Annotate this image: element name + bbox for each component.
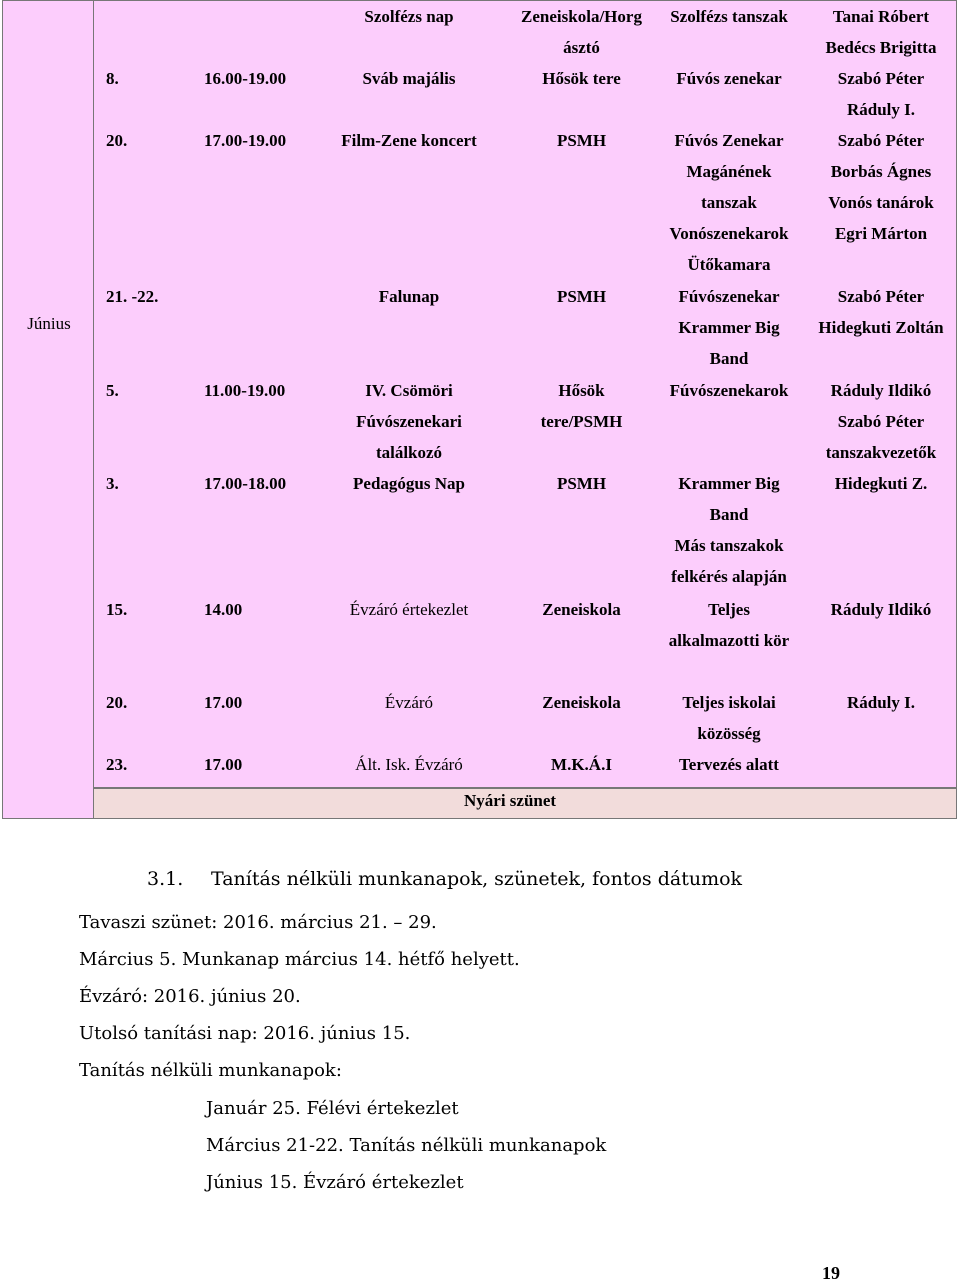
cell-text: Szolfézs tanszak [670, 7, 788, 26]
date-line: Tavaszi szünet: 2016. március 21. – 29. [79, 912, 437, 933]
cell-time [204, 63, 314, 94]
cell-performers [654, 63, 804, 94]
cell-time [204, 749, 314, 780]
cell-text: Évzáró értekezlet [349, 600, 469, 619]
cell-text: PSMH [556, 474, 607, 493]
cell-responsible [806, 687, 956, 718]
cell-text: Falunap [378, 287, 440, 306]
cell-text: M.K.Á.I [551, 755, 612, 774]
cell-text: Fúvószenekarok [669, 381, 789, 400]
cell-responsible [806, 1, 956, 63]
cell-text: Bedécs Brigitta [825, 38, 937, 57]
cell-place [514, 375, 649, 437]
cell-event [314, 1, 504, 32]
cell-text: Band [709, 505, 749, 524]
cell-event [314, 749, 504, 780]
cell-time [204, 125, 314, 156]
section-title: Tanítás nélküli munkanapok, szünetek, fontos dátumok [211, 868, 743, 890]
cell-event [314, 281, 504, 312]
cell-text: Fúvós zenekar [676, 69, 782, 88]
cell-text: alkalmazotti kör [668, 631, 790, 650]
cell-day [106, 125, 186, 156]
cell-text: ásztó [563, 38, 600, 57]
cell-text: Zeneiskola [542, 693, 621, 712]
cell-text: Teljes [708, 600, 750, 619]
cell-text: 14.00 [204, 600, 243, 619]
cell-text: Tervezés alatt [679, 755, 779, 774]
cell-text: 11.00-19.00 [204, 381, 286, 400]
cell-text: Vonós tanárok [828, 193, 934, 212]
cell-text: Szabó Péter [837, 69, 925, 88]
cell-event [314, 687, 504, 718]
cell-responsible [806, 468, 956, 499]
cell-text: 16.00-19.00 [204, 69, 287, 88]
schedule-table [2, 0, 957, 819]
cell-responsible [806, 281, 956, 343]
cell-event [314, 125, 504, 156]
cell-place [514, 1, 649, 63]
cell-responsible [806, 594, 956, 625]
cell-text: Tanai Róbert [832, 7, 930, 26]
cell-day [106, 63, 186, 94]
cell-responsible [806, 125, 956, 249]
cell-text: Évzáró [384, 693, 434, 712]
cell-text: 3. [106, 474, 119, 493]
cell-text: Fúvószenekar [678, 287, 780, 306]
cell-text: Szabó Péter [837, 287, 925, 306]
cell-text: PSMH [556, 131, 607, 150]
cell-text: tere/PSMH [540, 412, 623, 431]
cell-text: Borbás Ágnes [830, 162, 932, 181]
cell-text: Más tanszakok [674, 536, 784, 555]
cell-text: Film-Zene koncert [341, 131, 477, 150]
cell-text: Vonószenekarok [669, 224, 789, 243]
cell-text: Zeneiskola/Horg [521, 7, 642, 26]
footer-label: Nyári szünet [464, 791, 557, 810]
cell-performers [654, 375, 804, 406]
cell-place [514, 125, 649, 156]
cell-text: felkérés alapján [671, 567, 787, 586]
cell-day [106, 594, 186, 625]
cell-event [314, 375, 504, 468]
cell-responsible [806, 63, 956, 125]
cell-place [514, 687, 649, 718]
cell-performers [654, 468, 804, 592]
cell-text: Hidegkuti Z. [834, 474, 928, 493]
cell-text: PSMH [556, 287, 607, 306]
cell-text: IV. Csömöri [365, 381, 453, 400]
cell-text: 17.00 [204, 693, 243, 712]
indented-line: Március 21-22. Tanítás nélküli munkanapok [206, 1135, 607, 1156]
month-column [2, 0, 94, 819]
cell-text: Ütőkamara [687, 255, 771, 274]
cell-text: 21. -22. [106, 287, 159, 306]
footer-row [94, 788, 957, 819]
cell-text: Magánének [686, 162, 772, 181]
cell-text: Szolfézs nap [364, 7, 454, 26]
cell-event [314, 468, 504, 499]
cell-day [106, 749, 186, 780]
cell-text: 17.00-18.00 [204, 474, 287, 493]
cell-place [514, 468, 649, 499]
cell-text: 17.00-19.00 [204, 131, 287, 150]
cell-text: Hősök [558, 381, 605, 400]
indented-line: Január 25. Félévi értekezlet [206, 1098, 459, 1119]
cell-responsible [806, 375, 956, 468]
month-label: Június [27, 314, 71, 333]
cell-text: Pedagógus Nap [353, 474, 465, 493]
cell-event [314, 594, 504, 625]
cell-text: Ráduly Ildikó [830, 600, 932, 619]
cell-text: Fúvószenekari [356, 412, 462, 431]
cell-text: Ráduly Ildikó [830, 381, 932, 400]
cell-text: Egri Márton [834, 224, 928, 243]
cell-performers [654, 1, 804, 32]
section-number: 3.1. [147, 868, 184, 890]
cell-text: 20. [106, 131, 128, 150]
cell-time [204, 375, 314, 406]
cell-text: Band [709, 349, 749, 368]
cell-place [514, 594, 649, 625]
cell-text: Ráduly I. [846, 693, 916, 712]
cell-text: Krammer Big [678, 318, 780, 337]
cell-text: Hidegkuti Zoltán [818, 318, 944, 337]
cell-text: 15. [106, 600, 128, 619]
cell-time [204, 594, 314, 625]
cell-text: 5. [106, 381, 119, 400]
cell-time [204, 687, 314, 718]
cell-text: közösség [697, 724, 761, 743]
date-line: Évzáró: 2016. június 20. [79, 986, 301, 1007]
cell-performers [654, 749, 804, 780]
cell-text: 8. [106, 69, 119, 88]
cell-text: Szabó Péter [837, 412, 925, 431]
cell-text: 20. [106, 693, 128, 712]
cell-day [106, 468, 186, 499]
cell-text: Teljes iskolai [682, 693, 776, 712]
cell-event [314, 63, 504, 94]
cell-text: Ált. Isk. Évzáró [355, 755, 463, 774]
cell-performers [654, 594, 804, 656]
cell-text: Fúvós Zenekar [674, 131, 784, 150]
cell-text: tanszakvezetők [825, 443, 937, 462]
cell-text: Ráduly I. [846, 100, 916, 119]
date-line: Utolsó tanítási nap: 2016. június 15. [79, 1023, 411, 1044]
cell-text: Hősök tere [542, 69, 621, 88]
cell-text: 23. [106, 755, 128, 774]
cell-place [514, 63, 649, 94]
cell-text: Zeneiskola [542, 600, 621, 619]
date-line: Tanítás nélküli munkanapok: [79, 1060, 342, 1081]
section-heading [147, 868, 742, 890]
cell-text: Krammer Big [678, 474, 780, 493]
cell-text: Sváb majális [362, 69, 456, 88]
cell-place [514, 281, 649, 312]
cell-text: találkozó [375, 443, 443, 462]
cell-text: 17.00 [204, 755, 243, 774]
cell-performers [654, 281, 804, 374]
cell-text: tanszak [701, 193, 757, 212]
cell-day [106, 375, 186, 406]
indented-line: Június 15. Évzáró értekezlet [206, 1172, 464, 1193]
date-line: Március 5. Munkanap március 14. hétfő helyett. [79, 949, 520, 970]
cell-day [106, 281, 186, 312]
cell-performers [654, 687, 804, 749]
cell-time [204, 468, 314, 499]
cell-day [106, 687, 186, 718]
cell-text: Szabó Péter [837, 131, 925, 150]
table-body [94, 0, 957, 788]
cell-place [514, 749, 649, 780]
cell-performers [654, 125, 804, 280]
page-number: 19 [822, 1263, 840, 1283]
